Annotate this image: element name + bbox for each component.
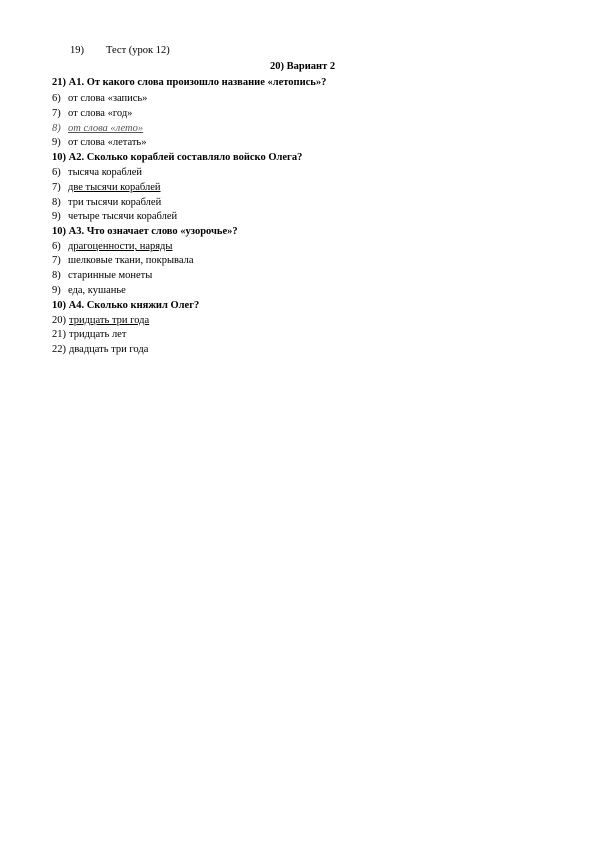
answer-number: 8) bbox=[52, 197, 61, 208]
answer-4-2 bbox=[52, 328, 126, 341]
answer-2-2-correct bbox=[52, 181, 161, 194]
question-4: 10) А4. Сколько княжил Олег? bbox=[52, 300, 200, 311]
answer-text: от слова «запись» bbox=[68, 93, 148, 104]
answer-2-3 bbox=[52, 196, 161, 209]
answer-text: драгоценности, наряды bbox=[68, 241, 173, 252]
question-3: 10) А3. Что означает слово «узорочье»? bbox=[52, 226, 238, 237]
question-1: 21) А1. От какого слова произошло название «летопись»? bbox=[52, 77, 327, 88]
answer-text: тысяча кораблей bbox=[68, 167, 143, 178]
answer-text: от слова «летать» bbox=[68, 137, 147, 148]
answer-number: 7) bbox=[52, 182, 61, 193]
answer-4-1-correct bbox=[52, 314, 149, 327]
answer-text: от слова «лето» bbox=[68, 123, 144, 134]
answer-number: 9) bbox=[52, 211, 61, 222]
answer-3-2 bbox=[52, 254, 194, 267]
answer-2-1 bbox=[52, 166, 142, 179]
answer-text: шелковые ткани, покрывала bbox=[68, 255, 194, 266]
answer-1-1 bbox=[52, 92, 147, 105]
question-2: 10) А2. Сколько кораблей составляло войско Олега? bbox=[52, 152, 303, 163]
answer-number: 21) bbox=[52, 329, 66, 340]
answer-number: 9) bbox=[52, 285, 61, 296]
answer-text: три тысячи кораблей bbox=[68, 197, 162, 208]
answer-3-4 bbox=[52, 284, 126, 297]
answer-text: от слова «год» bbox=[68, 108, 133, 119]
answer-text: тридцать лет bbox=[69, 329, 127, 340]
answer-3-3 bbox=[52, 269, 152, 282]
answer-1-2 bbox=[52, 107, 132, 120]
answer-number: 8) bbox=[52, 123, 61, 134]
answer-2-4 bbox=[52, 210, 177, 223]
answer-1-3-correct bbox=[52, 122, 143, 135]
answer-number: 7) bbox=[52, 255, 61, 266]
answer-number: 6) bbox=[52, 167, 61, 178]
answer-number: 22) bbox=[52, 344, 66, 355]
answer-number: 9) bbox=[52, 137, 61, 148]
answer-text: тридцать три года bbox=[69, 315, 150, 326]
answer-text: двадцать три года bbox=[69, 344, 149, 355]
answer-number: 6) bbox=[52, 241, 61, 252]
answer-1-4 bbox=[52, 136, 146, 149]
answer-number: 6) bbox=[52, 93, 61, 104]
variant-label: 20) Вариант 2 bbox=[270, 61, 336, 72]
answer-number: 7) bbox=[52, 108, 61, 119]
answer-3-1-correct bbox=[52, 240, 172, 253]
answer-text: еда, кушанье bbox=[68, 285, 126, 296]
answer-text: старинные монеты bbox=[68, 270, 153, 281]
answer-4-3 bbox=[52, 343, 148, 356]
answer-number: 20) bbox=[52, 315, 66, 326]
header-number: 19) bbox=[70, 45, 84, 56]
answer-text: две тысячи кораблей bbox=[68, 182, 161, 193]
page-title: Тест (урок 12) bbox=[106, 45, 170, 56]
answer-text: четыре тысячи кораблей bbox=[68, 211, 178, 222]
answer-number: 8) bbox=[52, 270, 61, 281]
